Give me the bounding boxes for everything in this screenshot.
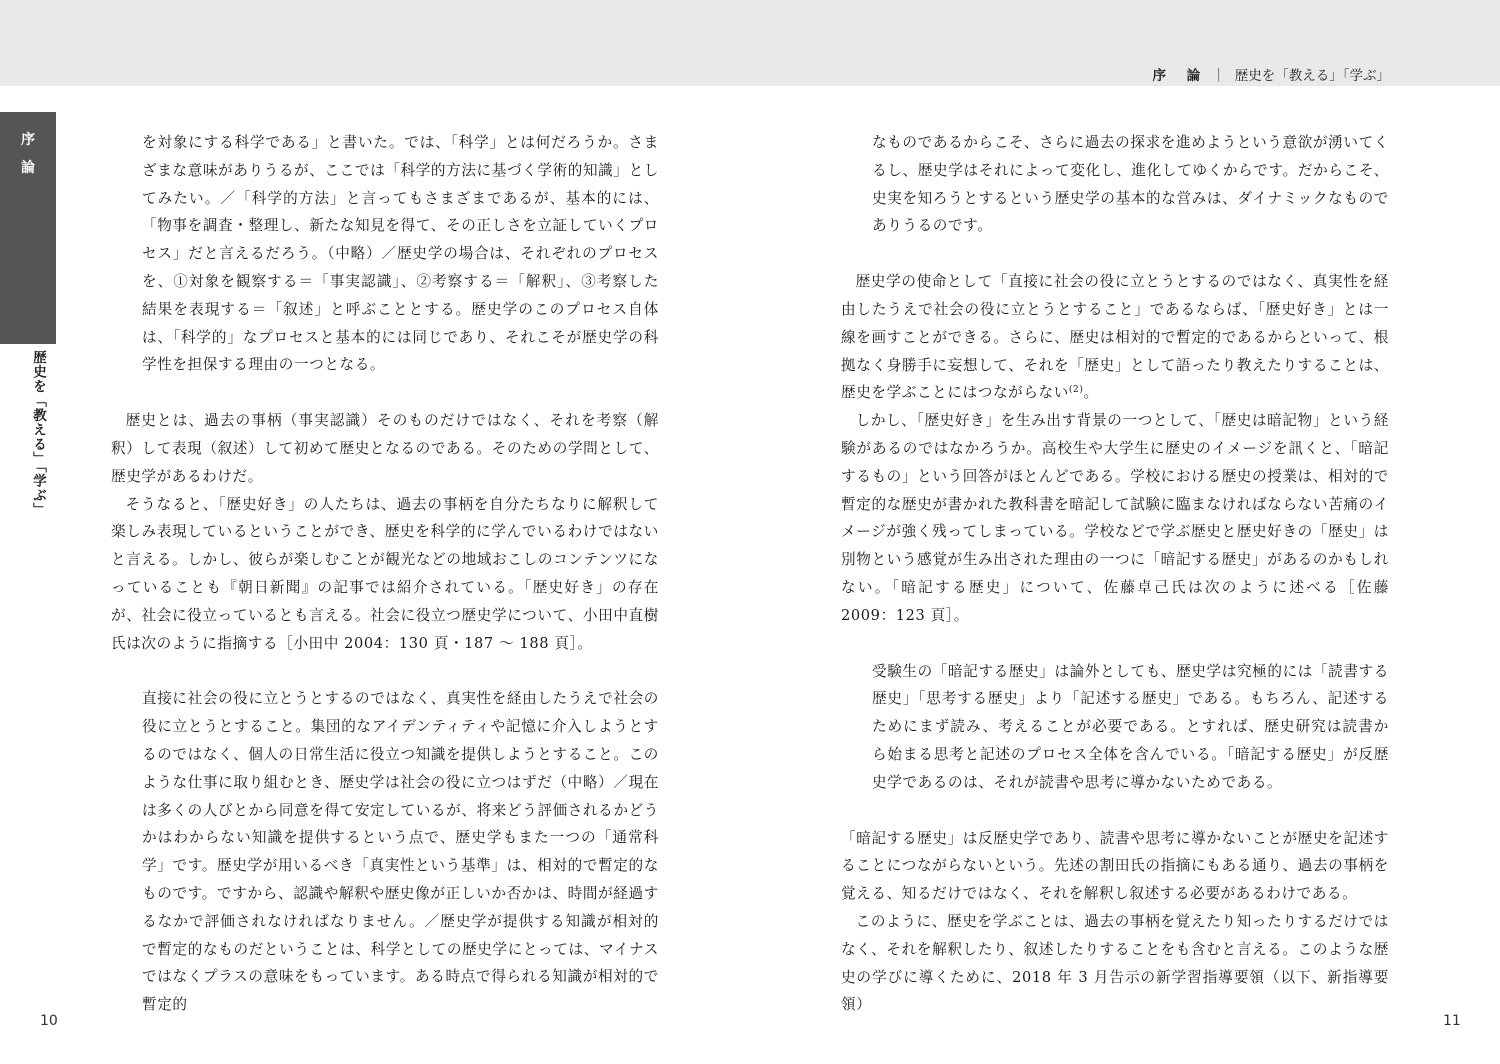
block-quote: 受験生の「暗記する歴史」は論外としても、歴史学は究極的には「読書する歴史」「思考する歴史」より「記述する歴史」である。もちろん、記述するためにまず読み、考えることが必要である。とすれば、歴史研究は読書から始まる思考と記述のプロセス全体を含んでいる。「暗記する歴史」が反歴史学であるのは、それが読書や思考に導かないためである。 [872, 662, 1389, 791]
header-chapter-title: 歴史を「教える」「学ぶ」 [1234, 68, 1390, 84]
block-quote: 直接に社会の役に立とうとするのではなく、真実性を経由したうえで社会の役に立とうとすること。集団的なアイデンティティや記憶に介入しようとするのではなく、個人の日常生活に役立つ知識を提供しようとすること。このような仕事に取り組むとき、歴史学は社会の役に立つはずだ（中略）／現在は多くの人びとから同意を得て安定しているが、将来どう評価されるかどうかはわからない知識を提供するという点で、歴史学もまた一つの「通常科学」です。歴史学が用いるべき「真実性という基準」は、相対的で暫定的なものです。ですから、認識や解釈や歴史像が正しいか否かは、時間が経過するなかで評価されなければなりません。／歴史学が提供する知識が相対的で暫定的なものだということは、科学としての歴史学にとっては、マイナスではなくプラスの意味をもっています。ある時点で得られる知識が相対的で暫定的 [142, 690, 659, 1014]
page-number-left: 10 [40, 1013, 58, 1029]
header-separator: | [1216, 66, 1221, 82]
paragraph: 「暗記する歴史」は反歴史学であり、読書や思考に導かないことが歴史を記述することにつながらないという。先述の割田氏の指摘にもある通り、過去の事柄を覚える、知るだけではなく、それを解釈し叙述する必要があるわけである。 [841, 829, 1389, 903]
paragraph: 歴史とは、過去の事柄（事実認識）そのものだけではなく、それを考察（解釈）して表現（叙述）して初めて歴史となるのである。そのための学問として、歴史学があるわけだ。 [111, 412, 659, 485]
paragraph-end: 。 [1083, 384, 1099, 402]
side-tab-char: 序 [21, 132, 35, 148]
header-part-label: 序 論 [1152, 68, 1209, 84]
paragraph-text: 歴史学の使命として「直接に社会の役に立とうとするのではなく、真実性を経由したうえで社会の役に立とうとすること」であるならば、「歴史好き」とは一線を画すことができる。さらに、歴史は相対的で暫定的であるからといって、根拠なく身勝手に妄想して、それを「歴史」として語ったり教えたりすることは、歴史を学ぶことにはつながらない [841, 273, 1389, 402]
left-page-text [111, 129, 659, 1019]
paragraph: しかし、「歴史好き」を生み出す背景の一つとして、「歴史は暗記物」という経験があるのではなかろうか。高校生や大学生に歴史のイメージを訊くと、「暗記するもの」という回答がほとんどである。学校における歴史の授業は、相対的で暫定的な歴史が書かれた教科書を暗記して試験に臨まなければならない苦痛のイメージが強く残ってしまっている。学校などで学ぶ歴史と歴史好きの「歴史」は別物という感覚が生み出された理由の一つに「暗記する歴史」があるのかもしれない。「暗記する歴史」について、佐藤卓己氏は次のように述べる［佐藤 2009：123 頁］。 [841, 412, 1389, 624]
block-quote: を対象にする科学である」と書いた。では、「科学」とは何だろうか。さまざまな意味がありうるが、ここでは「科学的方法に基づく学術的知識」としてみたい。／「科学的方法」と言ってもさまざまであるが、基本的には、「物事を調査・整理し、新たな知見を得て、その正しさを立証していくプロセス」だと言えるだろう。（中略）／歴史学の場合は、それぞれのプロセスを、①対象を観察する＝「事実認識」、②考察する＝「解釈」、③考察した結果を表現する＝「叙述」と呼ぶこととする。歴史学のこのプロセス自体は、「科学的」なプロセスと基本的には同じであり、それこそが歴史学の科学性を担保する理由の一つとなる。 [142, 134, 659, 374]
block-quote: なものであるからこそ、さらに過去の探求を進めようという意欲が湧いてくるし、歴史学はそれによって変化し、進化してゆくからです。だからこそ、史実を知ろうとするという歴史学の基本的な営みは、ダイナミックなものでありうるのです。 [872, 134, 1389, 235]
side-tab-char: 論 [21, 160, 35, 176]
paragraph [841, 268, 1389, 407]
right-page-text [841, 129, 1389, 1019]
paragraph: このように、歴史を学ぶことは、過去の事柄を覚えたり知ったりするだけではなく、それを解釈したり、叙述したりすることをも含むと言える。このような歴史の学びに導くために、2018 年 3 月告示の新学習指導要領（以下、新指導要領） [841, 912, 1389, 1014]
paragraph: そうなると、「歴史好き」の人たちは、過去の事柄を自分たちなりに解釈して楽しみ表現しているということができ、歴史を科学的に学んでいるわけではないと言える。しかし、彼らが楽しむことが観光などの地域おこしのコンテンツになっていることも『朝日新聞』の記事では紹介されている。「歴史好き」の存在が、社会に役立っているとも言える。社会に役立つ歴史学について、小田中直樹氏は次のように指摘する［小田中 2004：130 頁・187 〜 188 頁］。 [111, 495, 659, 652]
footnote-ref: (2) [1068, 385, 1084, 396]
side-tab-title: 歴史を「教える」「学ぶ」 [30, 350, 46, 518]
running-header [1152, 64, 1390, 84]
side-tab [0, 112, 56, 344]
page-number-right: 11 [1443, 1013, 1461, 1029]
